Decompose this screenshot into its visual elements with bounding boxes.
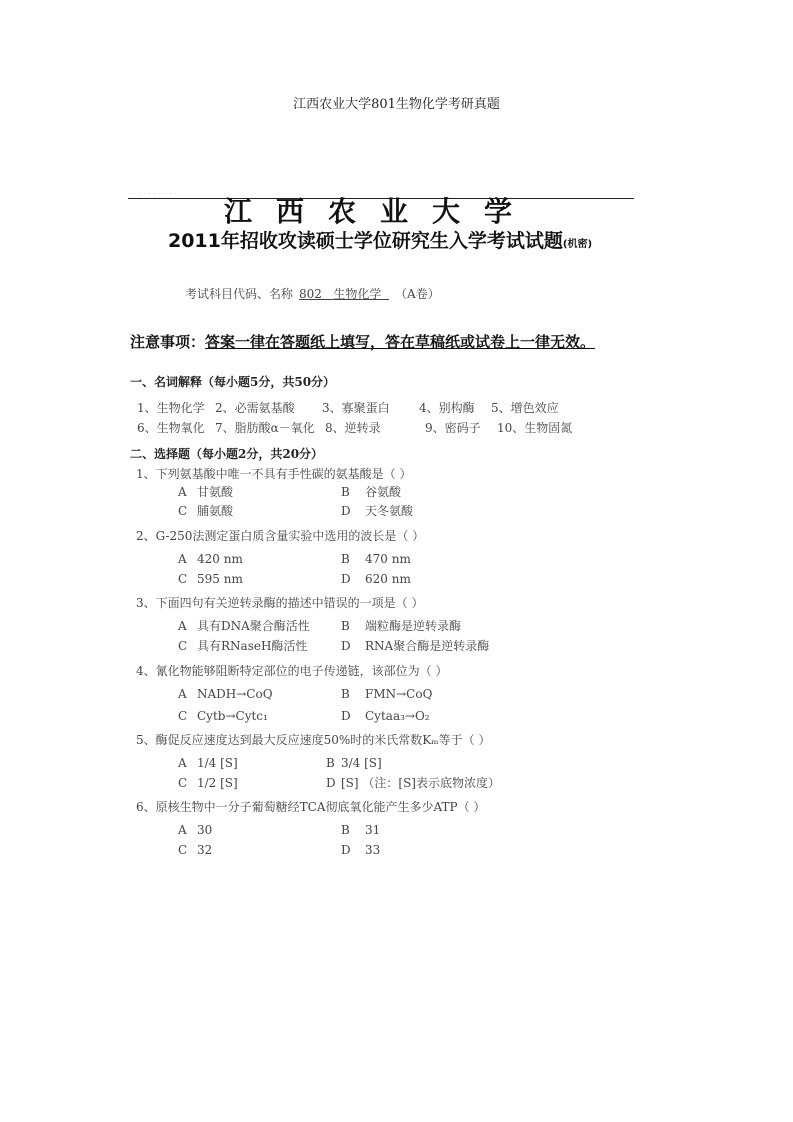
option-text: 端粒酶是逆转录酶 [365, 619, 462, 633]
option-text: 3/4 [S] [341, 756, 382, 770]
option-letter: A [178, 619, 187, 633]
option-letter: A [178, 485, 187, 499]
term: 6、生物氧化 [137, 421, 205, 435]
option-text: 620 nm [365, 572, 411, 586]
page-header: 江西农业大学801生物化学考研真题 [293, 97, 500, 112]
option-letter: C [178, 572, 188, 586]
term: 3、寡聚蛋白 [322, 401, 390, 415]
term: 7、脂肪酸α－氧化 [215, 421, 315, 435]
question-text: 5、酶促反应速度达到最大反应速度50%时的米氏常数Kₘ等于（ ） [136, 733, 491, 747]
option-text: 1/2 [S] [197, 776, 238, 790]
confidential-label: (机密) [562, 239, 593, 250]
section1-title: 一、名词解释（每小题5分，共50分） [130, 375, 336, 389]
option-letter: D [341, 709, 351, 723]
option-text: 30 [197, 823, 213, 837]
option-letter: A [178, 823, 187, 837]
question-text: 4、氰化物能够阻断特定部位的电子传递链，该部位为（ ） [136, 664, 448, 678]
option-text: NADH→CoQ [197, 687, 273, 701]
exam-title [0, 232, 760, 251]
option-text: Cytb→Cytc₁ [197, 709, 268, 723]
term: 1、生物化学 [137, 401, 205, 415]
option-letter: B [341, 552, 350, 566]
option-text: 470 nm [365, 552, 411, 566]
option-letter: B [341, 823, 350, 837]
option-text: RNA聚合酶是逆转录酶 [365, 639, 490, 653]
option-letter: A [178, 552, 187, 566]
subject-label: 考试科目代码、名称 [185, 287, 294, 301]
term: 10、生物固氮 [497, 421, 573, 435]
option-letter: B [341, 687, 350, 701]
option-text: FMN→CoQ [365, 687, 433, 701]
option-text: 天冬氨酸 [365, 504, 414, 518]
term: 9、密码子 [425, 421, 481, 435]
question-text: 2、G-250法测定蛋白质含量实验中选用的波长是（ ） [136, 529, 425, 543]
option-text: 595 nm [197, 572, 243, 586]
option-letter: D [341, 639, 351, 653]
option-letter: C [178, 843, 188, 857]
subject-code-name [293, 287, 395, 301]
option-letter: C [178, 776, 188, 790]
question-text: 6、原核生物中一分子葡萄糖经TCA彻底氧化能产生多少ATP（ ） [136, 800, 486, 814]
paper-label: （A卷） [395, 287, 440, 301]
term: 5、增色效应 [491, 401, 559, 415]
university-title: 江西农业大学 [223, 195, 536, 228]
option-text: 谷氨酸 [365, 485, 402, 499]
option-text: 32 [197, 843, 213, 857]
notice-label: 注意事项： [130, 333, 206, 351]
option-text: 具有RNaseH酶活性 [197, 639, 308, 653]
term: 8、逆转录 [325, 421, 381, 435]
option-letter: B [326, 756, 335, 770]
option-letter: A [178, 687, 187, 701]
option-text: 420 nm [197, 552, 243, 566]
option-text: 33 [365, 843, 381, 857]
option-letter: D [341, 843, 351, 857]
term: 4、别构酶 [419, 401, 475, 415]
option-letter: A [178, 756, 187, 770]
option-letter: C [178, 709, 188, 723]
option-letter: C [178, 504, 188, 518]
option-letter: C [178, 639, 188, 653]
section2-title: 二、选择题（每小题2分，共20分） [130, 447, 324, 461]
subject-code: 802 [299, 287, 322, 301]
notice [130, 335, 595, 350]
option-text: Cytaa₃→O₂ [365, 709, 430, 723]
subject-line [185, 288, 440, 300]
option-text: 甘氨酸 [197, 485, 234, 499]
option-text: 脯氨酸 [197, 504, 234, 518]
term: 2、必需氨基酸 [215, 401, 295, 415]
option-text: 1/4 [S] [197, 756, 238, 770]
tiny-header: · · · · · · · · · · [128, 191, 178, 197]
subject-name: 生物化学 [333, 287, 382, 301]
option-letter: D [341, 572, 351, 586]
exam-title-text: 2011年招收攻读硕士学位研究生入学考试试题 [167, 230, 563, 252]
question-text: 3、下面四句有关逆转录酶的描述中错误的一项是（ ） [136, 596, 424, 610]
option-letter: D [341, 504, 351, 518]
option-letter: B [341, 619, 350, 633]
option-letter: B [341, 485, 350, 499]
option-text: 31 [365, 823, 381, 837]
option-text: 具有DNA聚合酶活性 [197, 619, 310, 633]
option-letter: D [326, 776, 336, 790]
question-text: 1、下列氨基酸中唯一不具有手性碳的氨基酸是（ ） [136, 467, 412, 481]
notice-text: 答案一律在答题纸上填写，答在草稿纸或试卷上一律无效。 [205, 333, 596, 351]
option-text: [S] （注：[S]表示底物浓度） [341, 776, 500, 790]
